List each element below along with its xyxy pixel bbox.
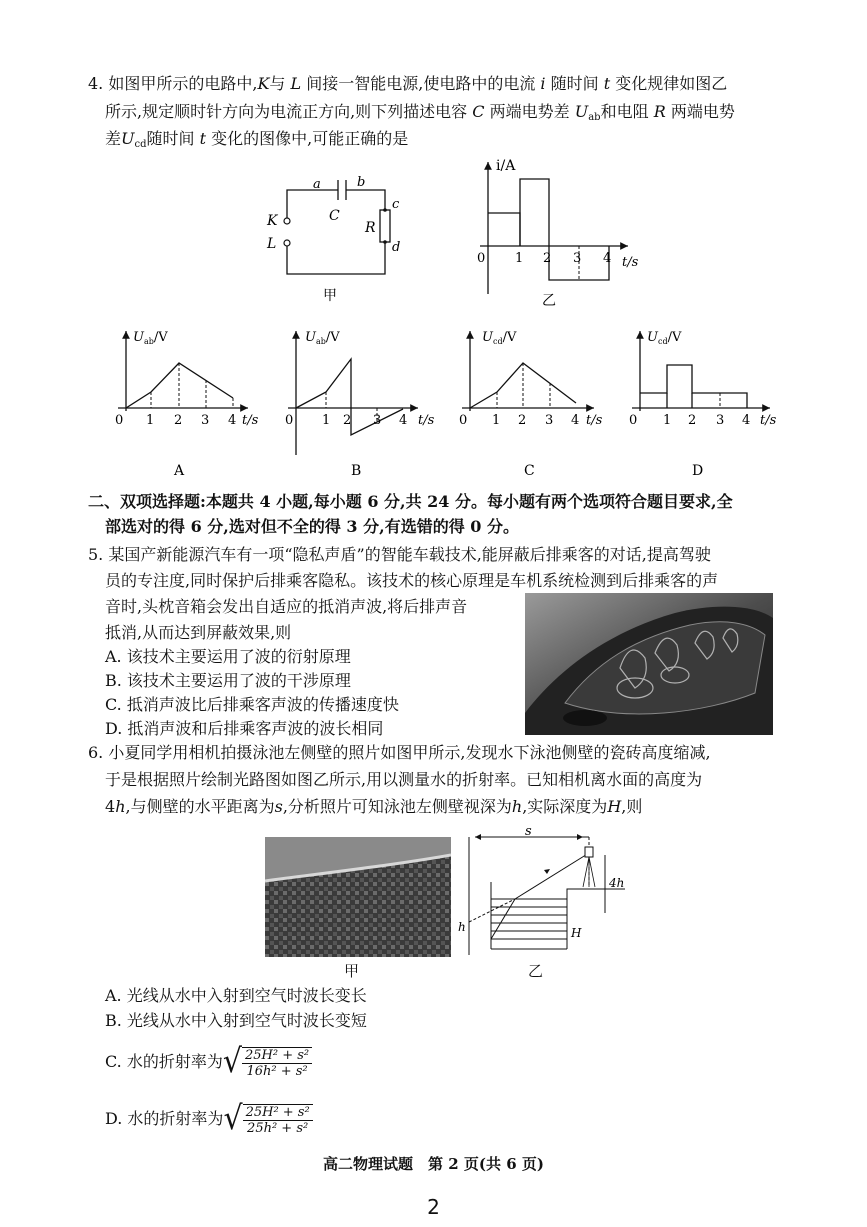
label-s: s bbox=[525, 827, 532, 839]
caption-jia-2: 甲 bbox=[344, 962, 360, 980]
q4-text: 差 bbox=[105, 129, 122, 148]
tick-4: 4 bbox=[742, 413, 751, 428]
q6-text: ,则 bbox=[621, 797, 643, 816]
option-graph-b bbox=[278, 325, 438, 485]
q6-text: ,与侧壁的水平距离为 bbox=[125, 797, 275, 816]
page-number: 2 bbox=[427, 1195, 440, 1219]
sqrt-d: √ $\frac{\text{25H² + s²}}{\text{25h² + s²}}$ bbox=[223, 1100, 312, 1138]
q4-sub-ab: ab bbox=[588, 112, 601, 123]
q5-line-2: 员的专注度,同时保护后排乘客隐私。该技术的核心原理是车机系统检测到后排乘客的声 bbox=[105, 571, 719, 590]
option-graph-a bbox=[108, 325, 258, 485]
tick-0: 0 bbox=[115, 413, 124, 428]
q6-var-H: H bbox=[607, 797, 622, 816]
terminal-k bbox=[284, 218, 290, 224]
tick-2: 2 bbox=[518, 413, 527, 428]
tick-1: 1 bbox=[663, 413, 672, 428]
q6-option-c bbox=[105, 1040, 312, 1084]
q5-option-c: C. 抵消声波比后排乘客声波的传播速度快 bbox=[105, 695, 399, 714]
q4-line-1 bbox=[88, 73, 727, 95]
label-R: R bbox=[365, 220, 376, 236]
page-footer: 高二物理试题 第 2 页(共 6 页) bbox=[323, 1155, 544, 1173]
q5-option-b: B. 该技术主要运用了波的干涉原理 bbox=[105, 671, 351, 690]
q5-option-d: D. 抵消声波和后排乘客声波的波长相同 bbox=[105, 719, 384, 738]
ylabel-sub: ab bbox=[315, 337, 326, 346]
q4-text: 随时间 bbox=[146, 129, 195, 148]
q6-option-c-text: C. 水的折射率为 bbox=[105, 1052, 223, 1071]
q6-line-1: 6. 小夏同学用相机拍摄泳池左侧壁的照片如图甲所示,发现水下泳池侧壁的瓷砖高度缩减, bbox=[88, 743, 711, 762]
q4-var-r: R bbox=[653, 102, 666, 121]
label-d: d bbox=[392, 240, 401, 255]
q6-text: ,实际深度为 bbox=[522, 797, 608, 816]
xlabel: t/s bbox=[586, 413, 602, 428]
car-photo bbox=[525, 593, 773, 735]
label-C: C bbox=[329, 208, 340, 224]
tick-2: 2 bbox=[688, 413, 697, 428]
xlabel: t/s bbox=[242, 413, 258, 428]
q6-option-a: A. 光线从水中入射到空气时波长变长 bbox=[105, 986, 367, 1005]
q4-var-u: U bbox=[574, 102, 589, 121]
ylabel: U bbox=[482, 330, 493, 345]
tick-0: 0 bbox=[285, 413, 294, 428]
tick-1: 1 bbox=[146, 413, 155, 428]
pool-photo bbox=[265, 837, 451, 957]
q4-text: 与 bbox=[269, 74, 286, 93]
tick-2: 2 bbox=[343, 413, 352, 428]
ylabel-unit: /V bbox=[667, 330, 682, 345]
q4-text: 所示,规定顺时针方向为电流正方向,则下列描述电容 bbox=[105, 102, 468, 121]
d-denominator: 25h² + s² bbox=[247, 1121, 309, 1136]
tick-3: 3 bbox=[573, 251, 582, 266]
q4-text: 变化规律如图乙 bbox=[615, 74, 728, 93]
q6-var-s: s bbox=[274, 797, 283, 816]
ylabel: i/A bbox=[496, 158, 516, 174]
q4-var-l: L bbox=[290, 74, 302, 93]
option-letter: D bbox=[692, 463, 704, 479]
tick-0: 0 bbox=[477, 251, 486, 266]
label-4h: 4h bbox=[609, 876, 625, 890]
ylabel-sub: ab bbox=[143, 337, 154, 346]
tick-1: 1 bbox=[322, 413, 331, 428]
tick-4: 4 bbox=[603, 251, 612, 266]
sqrt-c: √ $\frac{\text{25H² + s²}}{\text{16h² + s²}}$ bbox=[223, 1043, 312, 1081]
ylabel-unit: /V bbox=[502, 330, 517, 345]
option-letter: C bbox=[524, 463, 535, 479]
terminal-l bbox=[284, 240, 290, 246]
q5-line-4: 抵消,从而达到屏蔽效果,则 bbox=[105, 623, 292, 642]
q5-option-a: A. 该技术主要运用了波的衍射原理 bbox=[105, 647, 351, 666]
q4-text: 随时间 bbox=[550, 74, 599, 93]
tick-1: 1 bbox=[492, 413, 501, 428]
option-graph-c bbox=[452, 325, 602, 485]
section2-line-1: 二、双项选择题:本题共 4 小题,每小题 6 分,共 24 分。每小题有两个选项符合题目要求,全 bbox=[88, 492, 733, 511]
q4-sub-cd: cd bbox=[134, 139, 147, 150]
q6-line-2: 于是根据照片绘制光路图如图乙所示,用以测量水的折射率。已知相机离水面的高度为 bbox=[105, 770, 703, 789]
label-h: h bbox=[458, 920, 466, 934]
svg-text:Ucd/V bbox=[482, 330, 517, 346]
tick-4: 4 bbox=[399, 413, 408, 428]
c-denominator: 16h² + s² bbox=[246, 1064, 308, 1079]
tick-3: 3 bbox=[373, 413, 382, 428]
tick-3: 3 bbox=[545, 413, 554, 428]
q4-var-u: U bbox=[121, 129, 135, 148]
q4-var-t: t bbox=[603, 74, 611, 93]
circuit-diagram bbox=[255, 168, 415, 308]
d-numerator: 25H² + s² bbox=[243, 1105, 313, 1121]
option-letter: A bbox=[174, 463, 185, 479]
label-c: c bbox=[392, 197, 400, 212]
c-numerator: 25H² + s² bbox=[242, 1048, 312, 1064]
tick-3: 3 bbox=[716, 413, 725, 428]
q4-var-t: t bbox=[199, 129, 207, 148]
current-graph bbox=[460, 150, 640, 310]
q4-text: 间接一智能电源,使电路中的电流 bbox=[306, 74, 536, 93]
xlabel: t/s bbox=[760, 413, 777, 428]
tick-2: 2 bbox=[174, 413, 183, 428]
q4-text: 两端电势 bbox=[670, 102, 735, 121]
q4-var-c: C bbox=[472, 102, 485, 121]
svg-text:Uab/V bbox=[305, 330, 340, 346]
xlabel: t/s bbox=[622, 255, 639, 270]
caption-jia: 甲 bbox=[323, 288, 337, 304]
ylabel: U bbox=[305, 330, 316, 345]
caption-yi-2: 乙 bbox=[528, 962, 544, 980]
q6-var-h: h bbox=[511, 797, 523, 816]
q6-var-h: h bbox=[115, 797, 126, 816]
q6-option-d bbox=[105, 1097, 313, 1141]
label-b: b bbox=[357, 175, 366, 190]
caption-yi: 乙 bbox=[542, 293, 556, 309]
ylabel: U bbox=[647, 330, 658, 345]
tick-0: 0 bbox=[459, 413, 468, 428]
q4-text: 变化的图像中,可能正确的是 bbox=[211, 129, 409, 148]
q6-text: 4 bbox=[105, 797, 116, 816]
tick-3: 3 bbox=[201, 413, 210, 428]
q5-line-3: 音时,头枕音箱会发出自适应的抵消声波,将后排声音 bbox=[105, 597, 468, 616]
option-letter: B bbox=[351, 463, 362, 479]
label-L: L bbox=[267, 236, 277, 252]
ylabel-unit: /V bbox=[153, 330, 168, 345]
xlabel: t/s bbox=[418, 413, 435, 428]
tick-2: 2 bbox=[543, 251, 552, 266]
option-graph-d bbox=[622, 325, 782, 485]
q4-text: 两端电势差 bbox=[489, 102, 570, 121]
svg-text:Uab/V bbox=[133, 330, 168, 346]
q4-var-k: K bbox=[257, 74, 270, 93]
q6-option-d-text: D. 水的折射率为 bbox=[105, 1109, 224, 1128]
q4-text: 和电阻 bbox=[600, 102, 649, 121]
ylabel-unit: /V bbox=[325, 330, 340, 345]
q6-option-b: B. 光线从水中入射到空气时波长变短 bbox=[105, 1011, 367, 1030]
q6-line-3 bbox=[105, 796, 642, 818]
q4-line-3 bbox=[105, 128, 408, 156]
q4-line-2 bbox=[105, 101, 735, 129]
tick-4: 4 bbox=[571, 413, 580, 428]
optics-diagram bbox=[455, 827, 635, 962]
q6-text: ,分析照片可知泳池左侧壁视深为 bbox=[282, 797, 512, 816]
ylabel-sub: cd bbox=[492, 337, 503, 346]
section2-line-2: 部选对的得 6 分,选对但不全的得 3 分,有选错的得 0 分。 bbox=[105, 517, 519, 536]
tick-1: 1 bbox=[515, 251, 524, 266]
ylabel-sub: cd bbox=[657, 337, 668, 346]
q4-text: 4. 如图甲所示的电路中, bbox=[88, 74, 258, 93]
q4-var-i: i bbox=[540, 74, 546, 93]
label-H: H bbox=[571, 926, 582, 940]
svg-text:Ucd/V bbox=[647, 330, 682, 346]
label-K: K bbox=[267, 213, 278, 229]
label-a: a bbox=[313, 177, 321, 192]
tick-0: 0 bbox=[629, 413, 638, 428]
q5-line-1: 5. 某国产新能源汽车有一项“隐私声盾”的智能车载技术,能屏蔽后排乘客的对话,提高驾驶 bbox=[88, 545, 711, 564]
ylabel: U bbox=[133, 330, 144, 345]
tick-4: 4 bbox=[228, 413, 237, 428]
